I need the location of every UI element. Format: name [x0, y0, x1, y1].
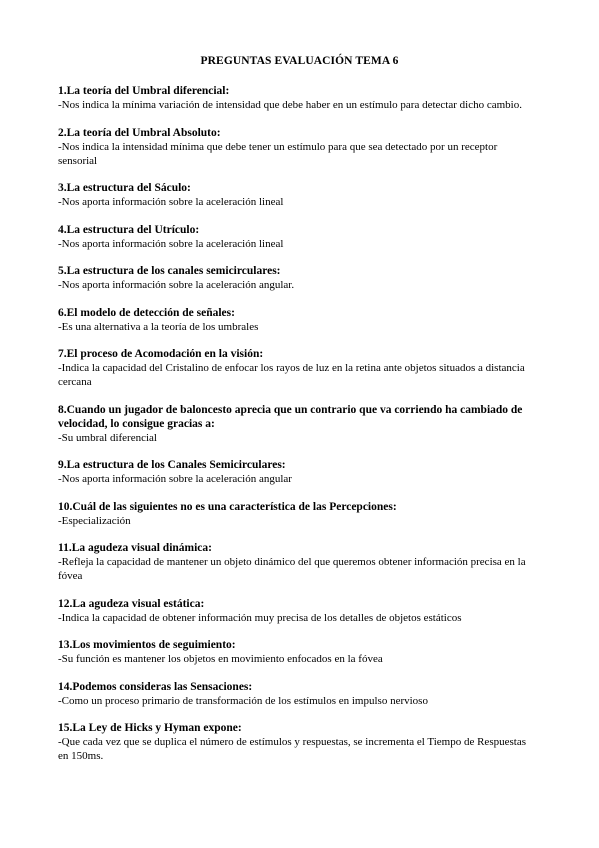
- question-item: [58, 458, 538, 486]
- question-heading: 12.La agudeza visual estática:: [58, 597, 205, 610]
- question-item: [58, 403, 538, 445]
- question-heading: 15.La Ley de Hicks y Hyman expone:: [58, 722, 242, 734]
- question-heading: 9.La estructura de los Canales Semicirculares:: [58, 459, 286, 471]
- question-list: [58, 84, 538, 777]
- question-heading: 11.La agudeza visual dinámica:: [58, 542, 212, 554]
- page-title: PREGUNTAS EVALUACIÓN TEMA 6: [200, 55, 399, 67]
- question-heading: 1.La teoría del Umbral diferencial:: [58, 85, 230, 97]
- question-item: [58, 680, 538, 708]
- question-answer: -Nos indica la mínima variación de intensidad que debe haber en un estímulo para detectar dicho cambio.: [58, 99, 522, 111]
- question-heading: 3.La estructura del Sáculo:: [58, 182, 191, 194]
- question-answer: -Su umbral diferencial: [58, 431, 157, 444]
- question-answer: -Que cada vez que se duplica el número de estímulos y respuestas, se incrementa el Tiempo de Respuestas en 150ms.: [58, 736, 526, 762]
- question-heading: 14.Podemos consideras las Sensaciones:: [58, 680, 253, 693]
- question-item: [58, 264, 538, 292]
- question-answer: -Nos aporta información sobre la aceleración lineal: [58, 196, 284, 208]
- question-answer: -Nos aporta información sobre la aceleración angular.: [58, 279, 295, 291]
- question-item: [58, 638, 538, 666]
- question-answer: -Nos aporta información sobre la aceleración angular: [58, 473, 292, 485]
- question-answer: -Su función es mantener los objetos en movimiento enfocados en la fóvea: [58, 653, 383, 665]
- question-item: [58, 126, 538, 168]
- question-item: [58, 541, 538, 583]
- question-answer: -Nos indica la intensidad mínima que debe tener un estímulo para que sea detectado por un receptor sensorial: [58, 140, 498, 167]
- question-heading: 13.Los movimientos de seguimiento:: [58, 639, 236, 651]
- question-answer: -Refleja la capacidad de mantener un objeto dinámico del que queremos obtener información precisa en la fóvea: [58, 556, 526, 582]
- question-item: [58, 223, 538, 251]
- question-answer: -Como un proceso primario de transformación de los estímulos en impulso nervioso: [58, 694, 428, 707]
- question-item: [58, 306, 538, 334]
- question-item: [58, 500, 538, 528]
- question-item: [58, 181, 538, 209]
- question-heading: 4.La estructura del Utrículo:: [58, 223, 200, 236]
- question-item: [58, 84, 538, 112]
- question-answer: -Es una alternativa a la teoría de los umbrales: [58, 320, 259, 333]
- question-item: [58, 597, 538, 625]
- question-heading: 5.La estructura de los canales semicirculares:: [58, 265, 281, 277]
- question-item: [58, 721, 538, 763]
- question-answer: -Especialización: [58, 514, 131, 527]
- question-heading: 7.El proceso de Acomodación en la visión:: [58, 348, 264, 360]
- question-answer: -Indica la capacidad de obtener información muy precisa de los detalles de objetos estáticos: [58, 611, 462, 624]
- question-heading: 6.El modelo de detección de señales:: [58, 306, 235, 319]
- question-heading: 8.Cuando un jugador de baloncesto aprecia que un contrario que va corriendo ha cambiado de velocidad, lo consigue gracias a:: [58, 403, 523, 430]
- question-heading: 2.La teoría del Umbral Absoluto:: [58, 126, 221, 139]
- question-answer: -Indica la capacidad del Cristalino de enfocar los rayos de luz en la retina ante objetos situados a distancia cercana: [58, 362, 525, 388]
- question-heading: 10.Cuál de las siguientes no es una característica de las Percepciones:: [58, 500, 397, 513]
- question-answer: -Nos aporta información sobre la aceleración lineal: [58, 237, 284, 250]
- question-item: [58, 347, 538, 389]
